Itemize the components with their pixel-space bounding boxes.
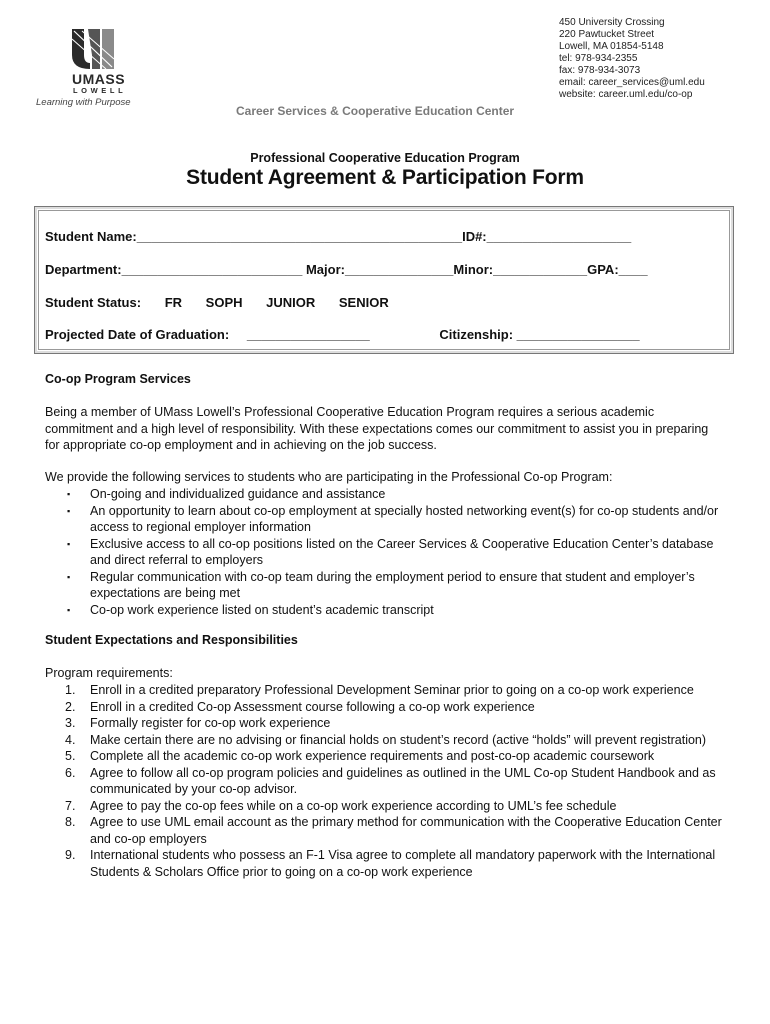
student-status-row [45,295,389,310]
status-option-junior[interactable]: JUNIOR [266,295,316,310]
list-item: 9. International students who possess an F-1 Visa agree to complete all mandatory paperwork with the International Students & Scholars Office prior to going on a co-op work experience [65,848,716,879]
department-row [45,262,648,277]
requirements-list [45,682,735,880]
page-title: Student Agreement & Participation Form [186,166,584,189]
list-item: ▪ An opportunity to learn about co-op employment at specially hosted networking event(s) for co-op students and/or access to regional employer information [67,503,719,534]
contact-email[interactable]: email: career_services@uml.edu [559,77,705,88]
expectations-lead: Program requirements: [45,666,173,680]
department-field[interactable]: Department:_________________________ [45,262,303,277]
list-item: 4. Make certain there are no advising or financial holds on student’s record (active “holds” will prevent registration) [65,732,707,747]
umass-logo-mark-icon [62,25,122,71]
program-subtitle: Professional Cooperative Education Program [250,151,520,165]
list-item: 2. Enroll in a credited Co-op Assessment course following a co-op work experience [65,699,535,714]
graduation-field[interactable]: _________________ [246,327,370,342]
list-item: 7. Agree to pay the co-op fees while on a co-op work experience according to UML’s fee schedule [65,798,617,813]
contact-address-2: 220 Pawtucket Street [559,29,655,40]
center-name: Career Services & Cooperative Education Center [236,104,515,118]
bullet-icon: ▪ [67,489,71,499]
list-item: ▪ Co-op work experience listed on student’s academic transcript [67,602,434,617]
graduation-row [45,327,640,342]
services-lead: We provide the following services to students who are participating in the Professional Co-op Program: [45,470,613,484]
contact-tel: tel: 978-934-2355 [559,53,638,64]
contact-fax: fax: 978-934-3073 [559,65,641,76]
minor-field[interactable]: Minor:_____________ [453,262,588,277]
status-label: Student Status: [45,295,142,310]
contact-website[interactable]: website: career.uml.edu/co-op [559,89,693,100]
list-item: ▪ On-going and individualized guidance and assistance [67,487,386,501]
status-option-fr[interactable]: FR [164,295,183,310]
list-item: 3. Formally register for co-op work experience [65,716,331,730]
major-field[interactable]: Major:_______________ [305,262,454,277]
list-item: ▪ Exclusive access to all co-op positions listed on the Career Services & Cooperative Education Center’s database and direct referral to employers [67,536,714,567]
list-item: 6. Agree to follow all co-op program policies and guidelines as outlined in the UML Co-op Student Handbook and as communicated by your co-op advisor. [65,765,716,796]
status-option-senior[interactable]: SENIOR [338,295,389,310]
services-heading: Co-op Program Services [45,372,191,386]
contact-block [559,17,705,101]
contact-city: Lowell, MA 01854-5148 [559,41,664,52]
umass-lowell-logo [36,25,152,108]
logo-tagline: Learning with Purpose [36,97,131,108]
list-item: 8. Agree to use UML email account as the primary method for communication with the Cooperative Education Center and co-op employers [65,815,722,846]
student-name-row[interactable] [45,229,631,244]
contact-address-1: 450 University Crossing [559,17,665,28]
bullet-icon: ▪ [67,571,71,582]
gpa-field[interactable]: GPA:____ [587,262,648,277]
logo-lowell-text: LOWELL [73,86,127,95]
expectations-heading: Student Expectations and Responsibilities [45,633,298,647]
list-item: 5. Complete all the academic co-op work experience requirements and post-co-op academic coursework [65,749,655,763]
services-list [45,486,735,618]
citizenship-field[interactable]: Citizenship: _________________ [439,327,640,342]
status-option-soph[interactable]: SOPH [205,295,243,310]
bullet-icon: ▪ [67,604,71,615]
list-item: ▪ Regular communication with co-op team during the employment period to ensure that student and employer’s expectations are being met [67,569,695,600]
logo-umass-text: UMASS [72,71,126,87]
bullet-icon: ▪ [67,538,71,549]
services-intro: Being a member of UMass Lowell’s Professional Cooperative Education Program requires a serious academic commitment and a high level of responsibility. With these expectations comes our commitment to assist you in preparing for appropriate co-op employment and in achieving on the job success. [45,405,709,452]
student-name-field[interactable]: Student Name:_____________________________________________ID#:____________________ [45,229,632,244]
graduation-label: Projected Date of Graduation: [45,327,230,342]
list-item: 1. Enroll in a credited preparatory Professional Development Seminar prior to going on a co-op work experience [65,683,694,697]
bullet-icon: ▪ [67,505,71,516]
